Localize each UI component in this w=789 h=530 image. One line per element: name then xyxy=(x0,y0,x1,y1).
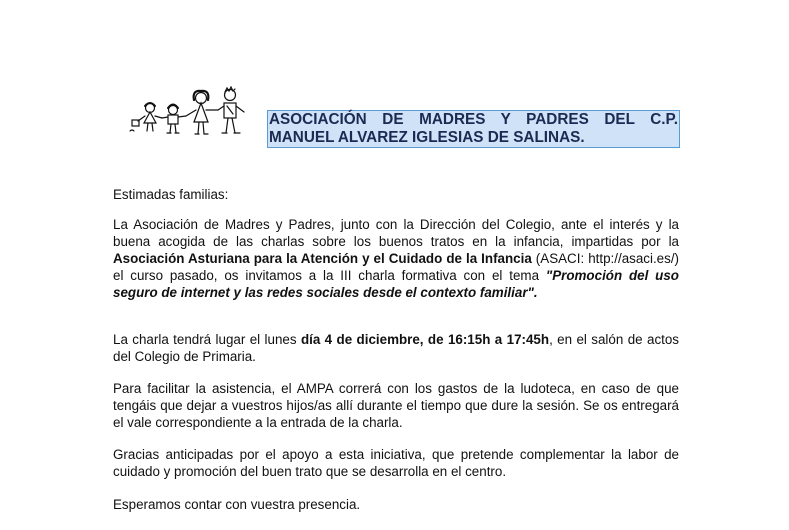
paragraph-schedule xyxy=(113,331,679,365)
invitation-text-b: (ASACI: http://asaci.es/) el curso pasado, os invitamos a la III charla formativa con el tema xyxy=(113,251,679,283)
association-header xyxy=(267,110,680,148)
talk-topic: "Promoción del uso seguro de internet y las redes sociales desde el contexto familiar". xyxy=(113,268,679,300)
family-drawing-icon xyxy=(126,86,254,138)
paragraph-childcare: Para facilitar la asistencia, el AMPA correrá con los gastos de la ludoteca, en caso de que tengáis que dejar a vuestros hijos/as allí durante el tiempo que dure la sesión. Se os entregará el vale correspondiente a la entrada de la charla. xyxy=(113,381,679,430)
paragraph-thanks: Gracias anticipadas por el apoyo a esta iniciativa, que pretende complementar la labor de cuidado y promoción del buen trato que se desarrolla en el centro. xyxy=(113,447,679,479)
invitation-text-a: La Asociación de Madres y Padres, junto con la Dirección del Colegio, ante el interés y la buena acogida de las charlas sobre los buenos tratos en la infancia, impartidas por la xyxy=(113,217,679,249)
schedule-text-b: , en el salón de actos del Colegio de Primaria. xyxy=(113,332,679,364)
paragraph-closing: Esperamos contar con vuestra presencia. xyxy=(113,497,361,512)
schedule-text-a: La charla tendrá lugar el lunes xyxy=(113,332,301,347)
header-line-1: ASOCIACIÓN DE MADRES Y PADRES DEL C.P. xyxy=(269,111,678,128)
talk-date: día 4 de diciembre, de 16:15h a 17:45h xyxy=(300,332,550,347)
paragraph-invitation xyxy=(113,216,679,301)
greeting: Estimadas familias: xyxy=(113,187,229,202)
organization-name: Asociación Asturiana para la Atención y el Cuidado de la Infancia xyxy=(113,251,532,266)
header-line-2: MANUEL ALVAREZ IGLESIAS DE SALINAS. xyxy=(269,129,585,146)
